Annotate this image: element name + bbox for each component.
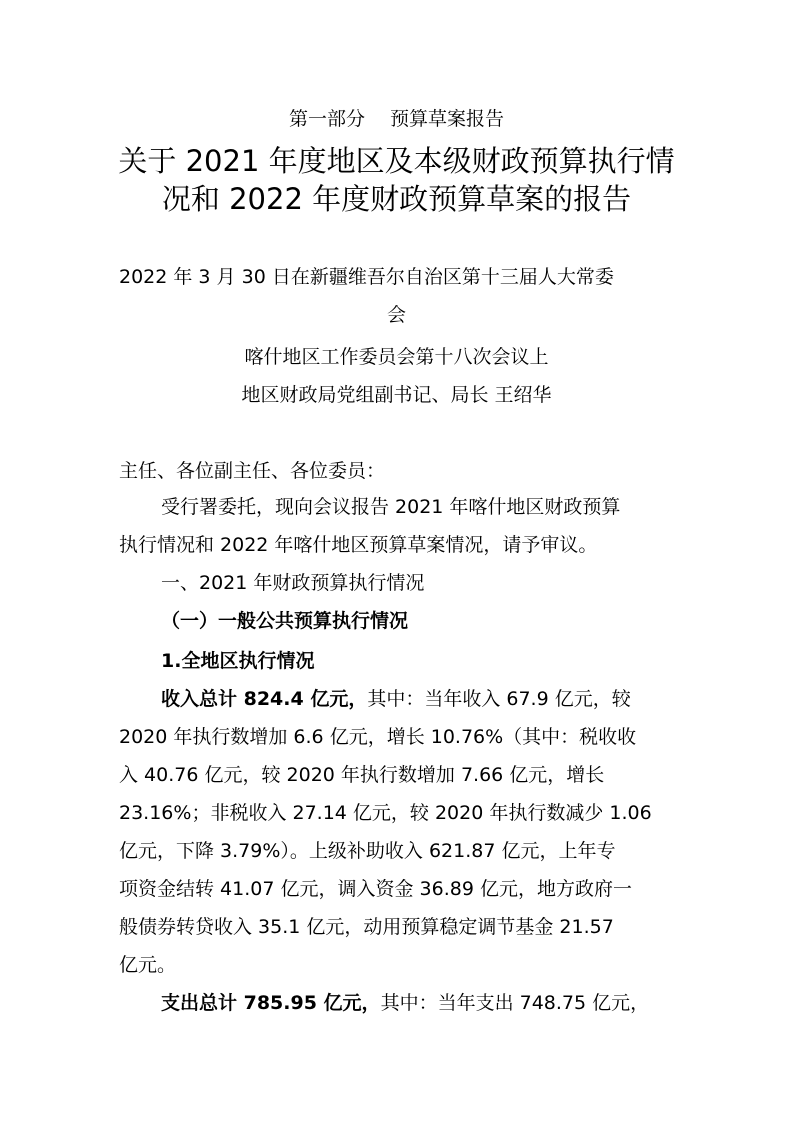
speaker-info: 地区财政局党组副书记、局长 王绍华 <box>241 384 552 406</box>
revenue-paragraph-line-5: 亿元，下降 3.79%）。上级补助收入 621.87 亿元，上年专 <box>119 840 616 862</box>
heading-level-1: 一、2021 年财政预算执行情况 <box>161 572 425 594</box>
intro-paragraph-line-1: 受行署委托，现向会议报告 2021 年喀什地区财政预算 <box>161 496 621 518</box>
meeting-info-line-3: 喀什地区工作委员会第十八次会议上 <box>244 346 549 368</box>
revenue-line-1-text: 其中：当年收入 67.9 亿元，较 <box>367 688 631 710</box>
expenditure-line-1-text: 其中：当年支出 748.75 亿元， <box>380 992 650 1014</box>
revenue-paragraph-line-4: 23.16%；非税收入 27.14 亿元，较 2020 年执行数减少 1.06 <box>119 802 652 824</box>
salutation: 主任、各位副主任、各位委员： <box>119 460 386 482</box>
revenue-paragraph-line-6: 项资金结转 41.07 亿元，调入资金 36.89 亿元，地方政府一 <box>119 878 632 900</box>
report-title-line-1: 关于 2021 年度地区及本级财政预算执行情 <box>118 144 675 178</box>
heading-level-2: （一）一般公共预算执行情况 <box>161 610 409 632</box>
revenue-paragraph-line-3: 入 40.76 亿元，较 2020 年执行数增加 7.66 亿元，增长 <box>119 764 605 786</box>
intro-paragraph-line-2: 执行情况和 2022 年喀什地区预算草案情况，请予审议。 <box>119 534 598 556</box>
expenditure-paragraph-line-1 <box>161 988 649 1015</box>
revenue-paragraph-line-2: 2020 年执行数增加 6.6 亿元，增长 10.76%（其中：税收收 <box>119 726 637 748</box>
revenue-paragraph-line-7: 般债券转贷收入 35.1 亿元，动用预算稳定调节基金 21.57 <box>119 916 614 938</box>
meeting-info-line-1: 2022 年 3 月 30 日在新疆维吾尔自治区第十三届人大常委 <box>119 266 614 288</box>
section-heading: 第一部分 预算草案报告 <box>288 108 505 130</box>
revenue-total-label: 收入总计 824.4 亿元， <box>161 688 368 710</box>
meeting-info-line-2: 会 <box>386 304 406 326</box>
expenditure-total-label: 支出总计 785.95 亿元， <box>161 992 381 1014</box>
revenue-paragraph-line-1 <box>161 684 631 711</box>
report-title-line-2: 况和 2022 年度财政预算草案的报告 <box>161 182 632 216</box>
revenue-paragraph-line-8: 亿元。 <box>119 954 177 976</box>
heading-level-3: 1.全地区执行情况 <box>161 650 315 672</box>
